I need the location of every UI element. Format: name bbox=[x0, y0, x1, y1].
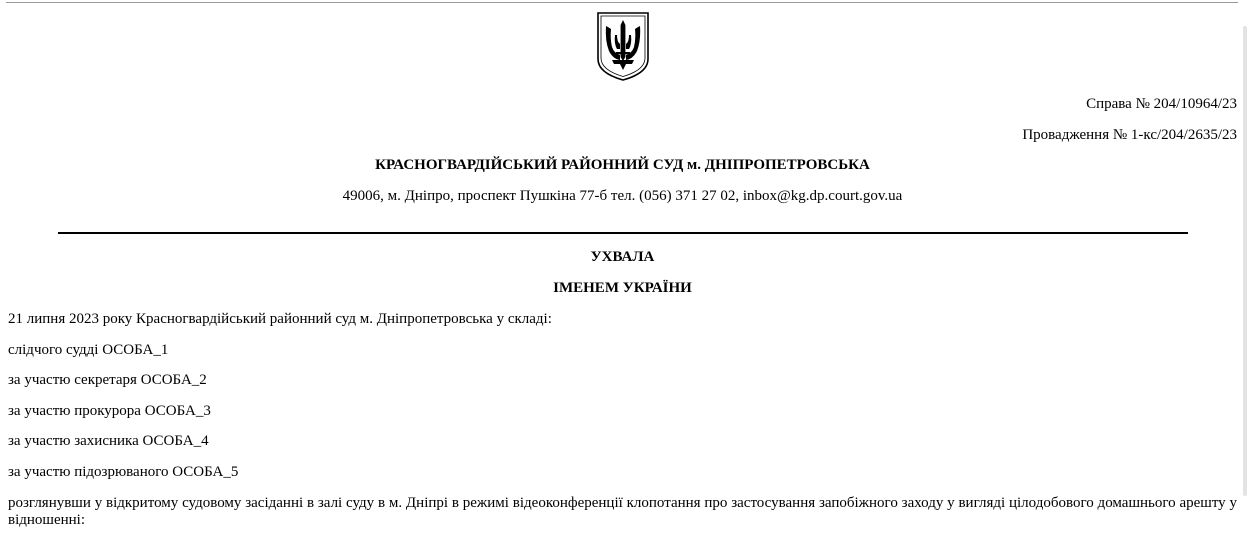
case-number: Справа № 204/10964/23 bbox=[1086, 96, 1237, 112]
composition-defender: за участю захисника ОСОБА_4 bbox=[8, 433, 209, 449]
scrollbar-thumb[interactable] bbox=[1243, 26, 1247, 496]
vertical-scrollbar[interactable] bbox=[1238, 0, 1250, 537]
header-divider bbox=[58, 232, 1188, 234]
body-paragraph: розглянувши у відкритому судовому засіданні в залі суду в м. Дніпрі в режимі відеоконференції клопотання про застосування запобіжного заходу у вигляді цілодобового домашнього арешту у відношенні: bbox=[8, 495, 1237, 528]
composition-suspect: за участю підозрюваного ОСОБА_5 bbox=[8, 464, 239, 480]
top-border-line bbox=[6, 2, 1238, 3]
court-address: 49006, м. Дніпро, проспект Пушкіна 77-б тел. (056) 371 27 02, inbox@kg.dp.court.gov.ua bbox=[342, 188, 903, 204]
intro-line: 21 липня 2023 року Красногвардійський районний суд м. Дніпропетровська у складі: bbox=[8, 311, 552, 327]
composition-judge: слідчого судді ОСОБА_1 bbox=[8, 342, 169, 358]
composition-secretary: за участю секретаря ОСОБА_2 bbox=[8, 372, 207, 388]
proceeding-number: Провадження № 1-кс/204/2635/23 bbox=[1022, 127, 1237, 143]
document-subtitle: ІМЕНЕМ УКРАЇНИ bbox=[553, 280, 692, 296]
court-name: КРАСНОГВАРДІЙСЬКИЙ РАЙОННИЙ СУД м. ДНІПРОПЕТРОВСЬКА bbox=[375, 157, 870, 173]
coat-of-arms-icon bbox=[596, 11, 650, 82]
composition-prosecutor: за участю прокурора ОСОБА_3 bbox=[8, 403, 211, 419]
document-title: УХВАЛА bbox=[590, 249, 655, 265]
